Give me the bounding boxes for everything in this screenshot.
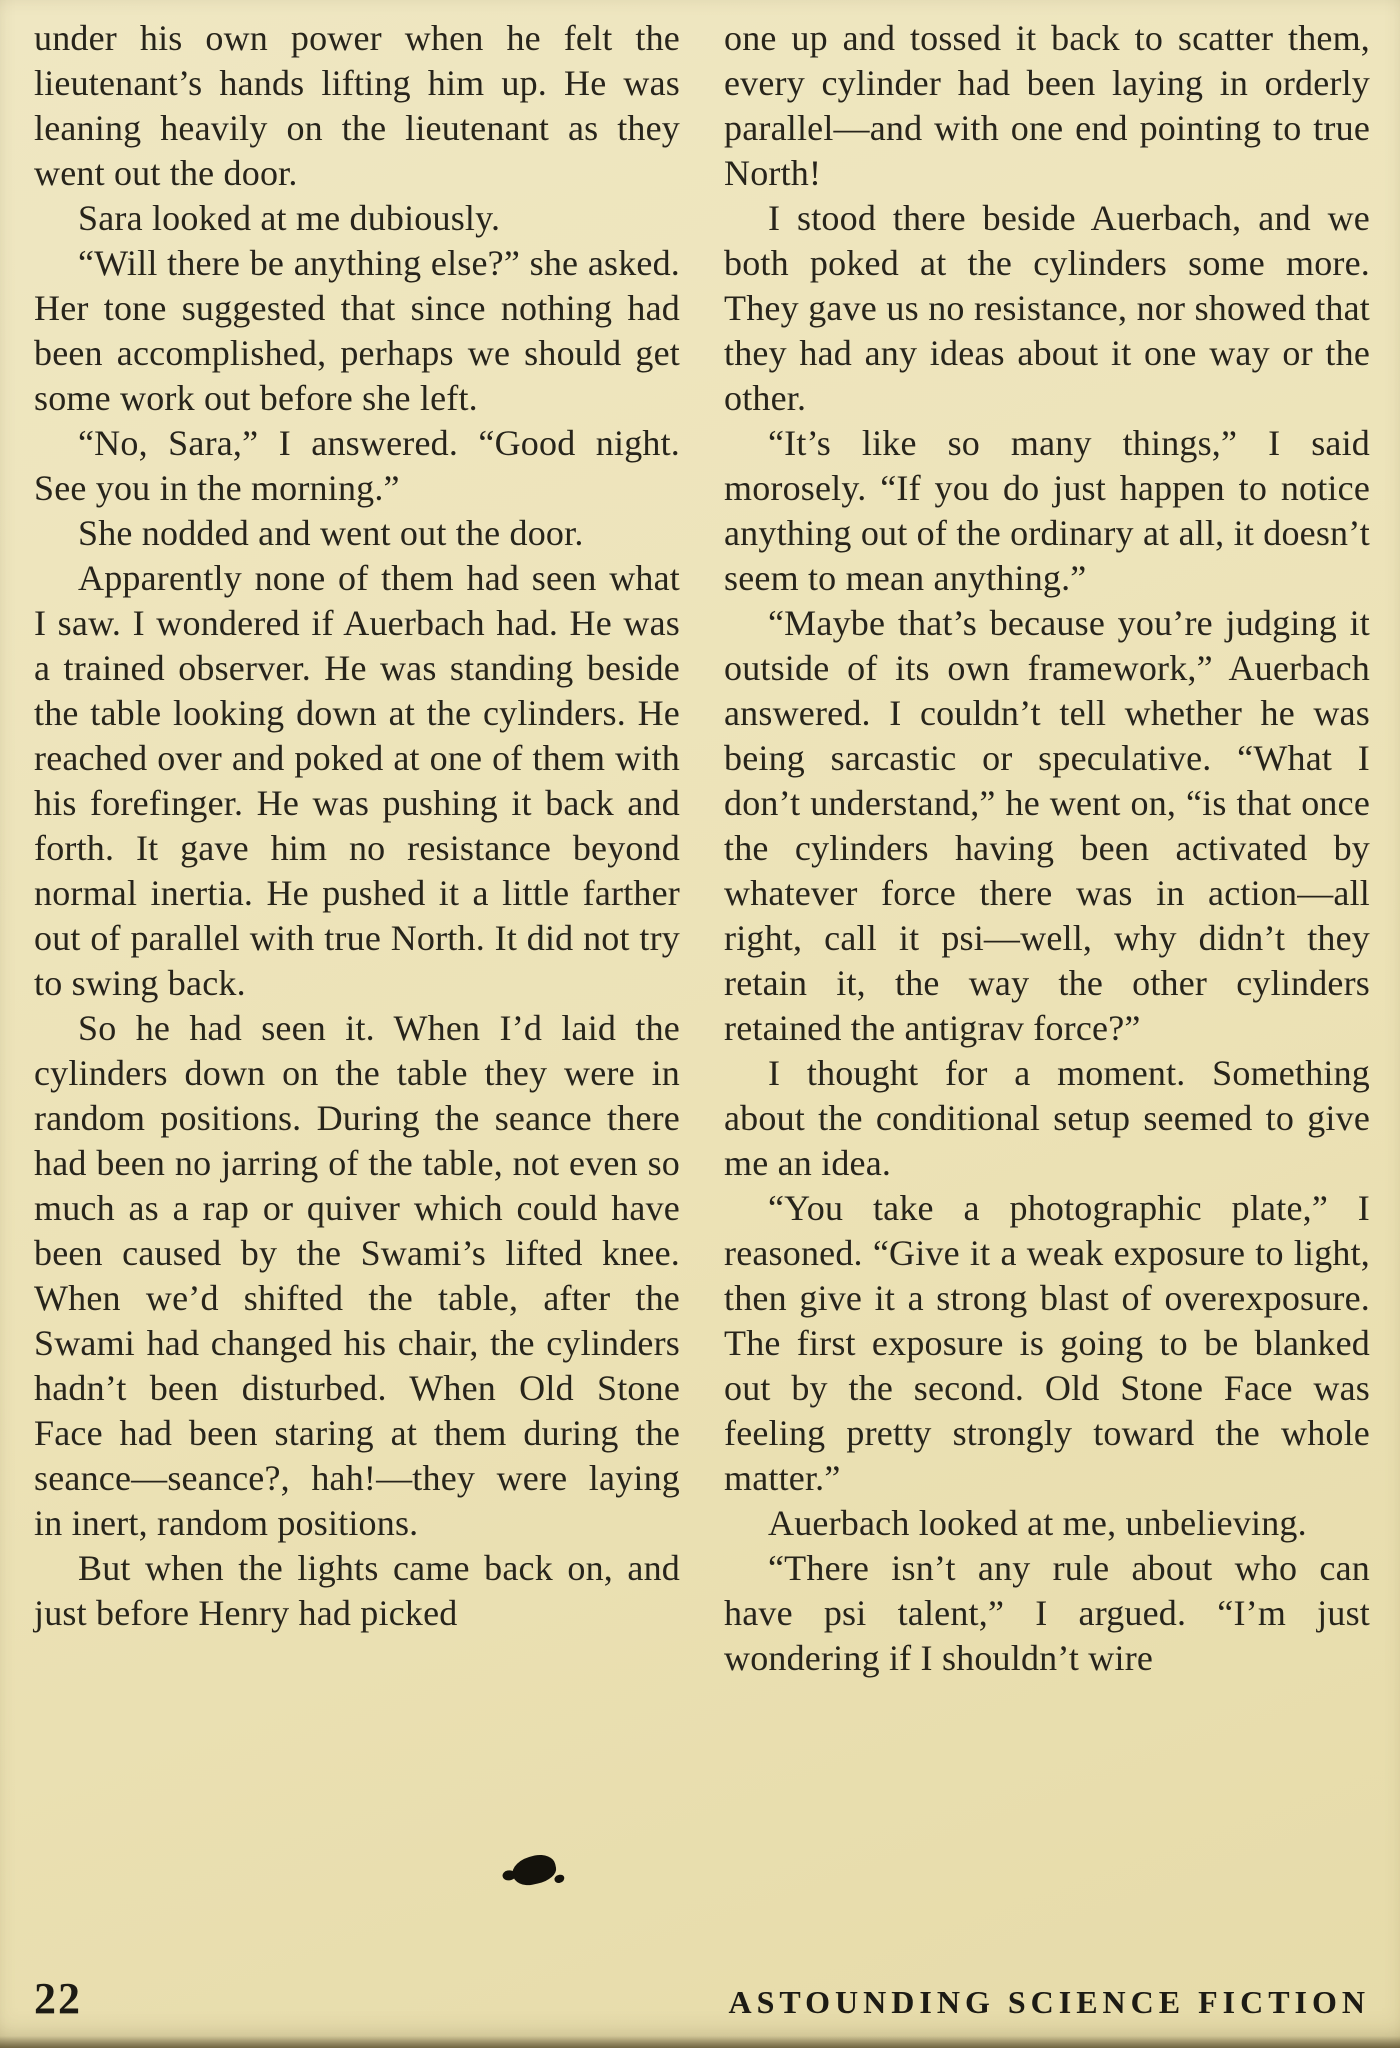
paragraph: “It’s like so many things,” I said morosely. “If you do just happen to notice anything out of the ordinary at all, it doesn’t seem to mean anything.”: [724, 423, 1370, 598]
paragraph: “There isn’t any rule about who can have psi talent,” I argued. “I’m just wondering if I shouldn’t wire: [724, 1548, 1370, 1678]
paragraph: Apparently none of them had seen what I saw. I wondered if Auerbach had. He was a trained observer. He was standing beside the table looking down at the cylinders. He reached over and poked at one of them with his forefinger. He was pushing it back and forth. It gave him no resistance beyond normal inertia. He pushed it a little farther out of parallel with true North. It did not try to swing back.: [34, 558, 680, 1003]
paragraph: “Maybe that’s because you’re judging it outside of its own framework,” Auerbach answered. I couldn’t tell whether he was being sarcastic or speculative. “What I don’t understand,” he went on, “is that once the cylinders having been activated by whatever force there was in action—all right, call it psi—well, why didn’t they retain it, the way the other cylinders retained the antigrav force?”: [724, 603, 1370, 1048]
right-column: [724, 16, 1370, 1681]
page-number: 22: [34, 1974, 82, 2023]
paragraph: So he had seen it. When I’d laid the cylinders down on the table they were in random positions. During the seance there had been no jarring of the table, not even so much as a rap or quiver which could have been caused by the Swami’s lifted knee. When we’d shifted the table, after the Swami had changed his chair, the cylinders hadn’t been disturbed. When Old Stone Face had been staring at them during the seance—seance?, hah!—they were laying in inert, random positions.: [34, 1008, 680, 1543]
paragraph: under his own power when he felt the lieutenant’s hands lifting him up. He was leaning heavily on the lieutenant as they went out the door.: [34, 18, 680, 193]
left-column: [34, 16, 680, 1681]
paragraph: I thought for a moment. Something about the conditional setup seemed to give me an idea.: [724, 1053, 1370, 1183]
text-columns: [34, 16, 1370, 1681]
page-edge-shadow: [0, 2036, 1400, 2048]
paragraph: one up and tossed it back to scatter them, every cylinder had been laying in orderly parallel—and with one end pointing to true North!: [724, 18, 1370, 193]
paragraph: “You take a photographic plate,” I reasoned. “Give it a weak exposure to light, then give it a strong blast of overexposure. The first exposure is going to be blanked out by the second. Old Stone Face was feeling pretty strongly toward the whole matter.”: [724, 1188, 1370, 1498]
paragraph: But when the lights came back on, and just before Henry had picked: [34, 1548, 680, 1633]
paragraph: “Will there be anything else?” she asked. Her tone suggested that since nothing had been accomplished, perhaps we should get some work out before she left.: [34, 243, 680, 418]
magazine-title: ASTOUNDING SCIENCE FICTION: [728, 1984, 1370, 2020]
paragraph: I stood there beside Auerbach, and we both poked at the cylinders some more. They gave us no resistance, nor showed that they had any ideas about it one way or the other.: [724, 198, 1370, 418]
paragraph: She nodded and went out the door.: [78, 513, 584, 553]
page-footer: [34, 1973, 1370, 2024]
paragraph: “No, Sara,” I answered. “Good night. See you in the morning.”: [34, 423, 680, 508]
paragraph: Sara looked at me dubiously.: [78, 198, 501, 238]
ink-blot: [510, 1852, 559, 1889]
paragraph: Auerbach looked at me, unbelieving.: [768, 1503, 1307, 1543]
